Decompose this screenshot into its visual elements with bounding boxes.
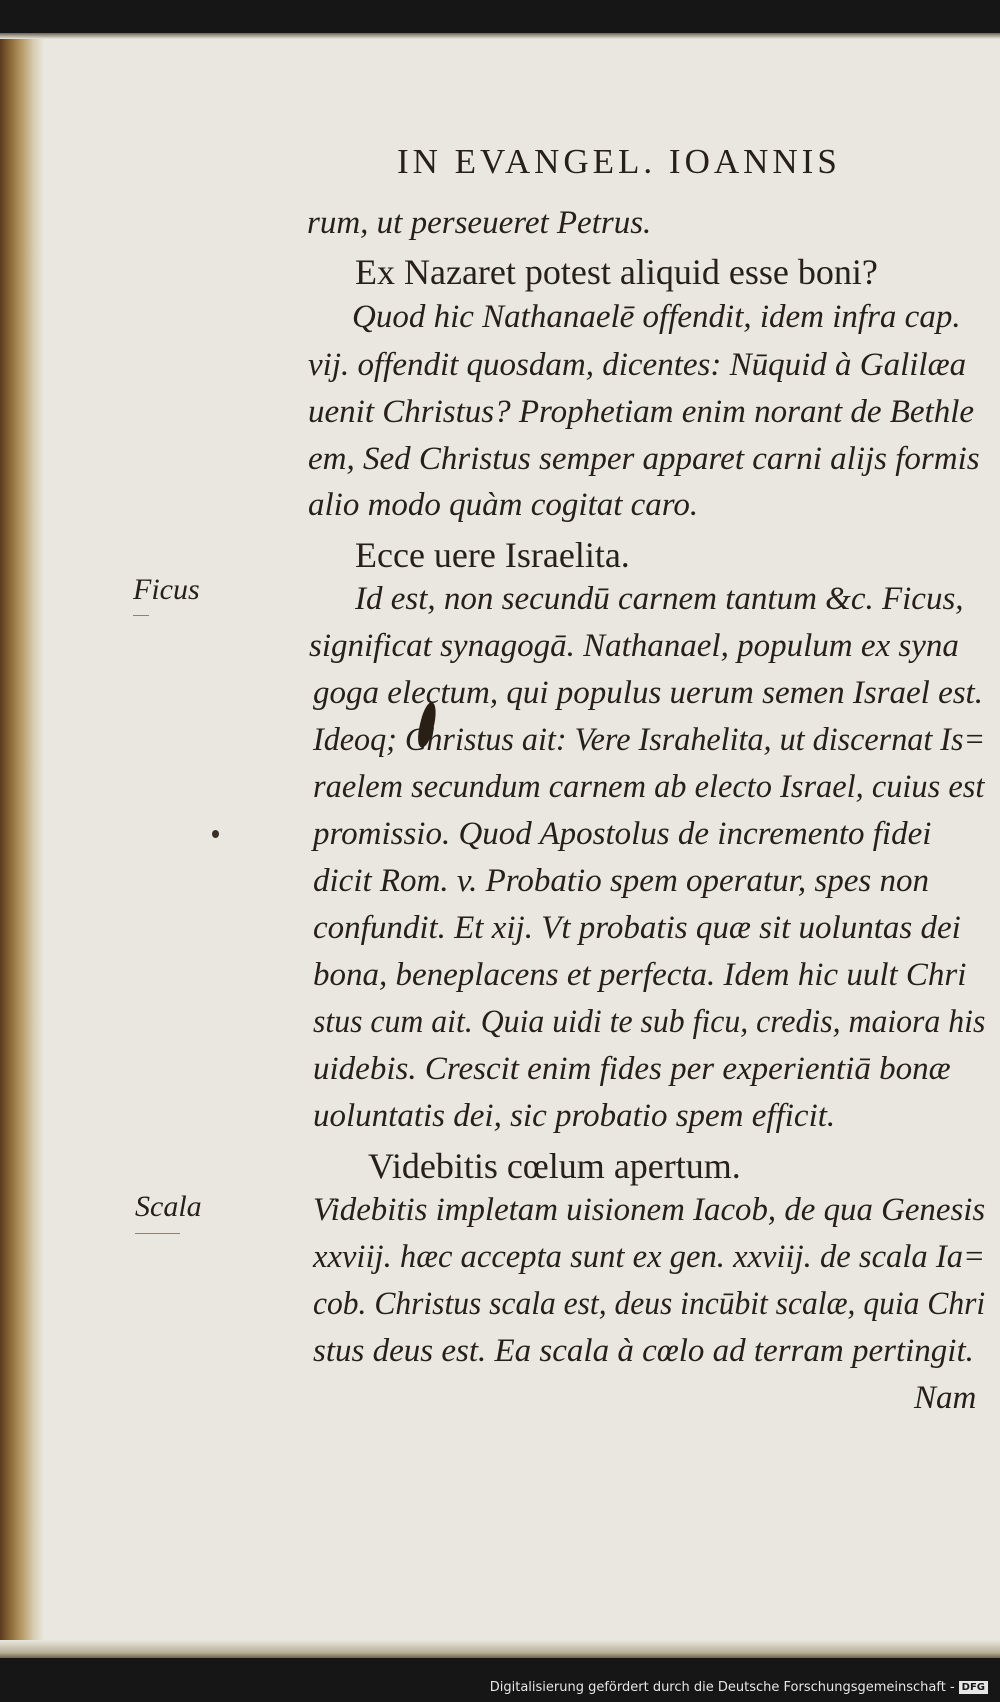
catchword: Nam	[914, 1380, 977, 1416]
digitization-credit	[490, 1680, 988, 1695]
lemma-heading: Ex Nazaret potest aliquid esse boni?	[355, 252, 878, 292]
lemma-heading: Videbitis cœlum apertum.	[368, 1146, 741, 1186]
running-title: IN EVANGEL. IOANNIS	[397, 142, 841, 181]
text-line: bona, beneplacens et perfecta. Idem hic uult Chri	[313, 957, 967, 993]
text-line: uenit Christus? Prophetiam enim norant de Bethle	[308, 394, 975, 430]
page-top-shadow	[0, 33, 1000, 39]
page-gutter-edge	[0, 33, 44, 1658]
text-line: Ideoq; Christus ait: Vere Israhelita, ut discernat Is=	[313, 722, 986, 758]
credit-text: Digitalisierung gefördert durch die Deutsche Forschungsgemeinschaft -	[489, 1680, 955, 1695]
text-line: xxviij. hæc accepta sunt ex gen. xxviij. de scala Ia=	[313, 1239, 986, 1275]
dfg-logo: DFG	[959, 1681, 988, 1694]
text-line: confundit. Et xij. Vt probatis quæ sit uoluntas dei	[313, 910, 961, 946]
text-line: rum, ut perseueret Petrus.	[307, 205, 652, 241]
text-line: uidebis. Crescit enim fides per experientiā bonæ	[313, 1051, 951, 1087]
text-line: promissio. Quod Apostolus de incremento fidei	[313, 816, 932, 852]
margin-rule	[133, 615, 149, 616]
text-line: Videbitis impletam uisionem Iacob, de qua Genesis	[313, 1192, 986, 1228]
text-line: Id est, non secundū carnem tantum &c. Ficus,	[355, 581, 964, 617]
text-line: dicit Rom. v. Probatio spem operatur, spes non	[313, 863, 929, 899]
text-line: uoluntatis dei, sic probatio spem efficit.	[313, 1098, 836, 1134]
margin-note-scala: Scala	[135, 1190, 202, 1223]
text-line: significat synagogā. Nathanael, populum ex syna	[309, 628, 959, 664]
text-line: cob. Christus scala est, deus incūbit scalæ, quia Chri	[313, 1286, 986, 1322]
margin-note-ficus: Ficus	[133, 573, 200, 606]
text-line: Quod hic Nathanaelē offendit, idem infra cap.	[352, 299, 961, 335]
text-line: alio modo quàm cogitat caro.	[308, 487, 699, 523]
page-bottom-shadow	[0, 1640, 1000, 1658]
text-line: stus cum ait. Quia uidi te sub ficu, credis, maiora his	[313, 1004, 986, 1040]
margin-rule	[135, 1233, 180, 1234]
text-line: stus deus est. Ea scala à cœlo ad terram pertingit.	[313, 1333, 974, 1369]
text-line: goga electum, qui populus uerum semen Israel est.	[313, 675, 983, 711]
lemma-heading: Ecce uere Israelita.	[355, 535, 630, 575]
text-line: em, Sed Christus semper apparet carni alijs formis	[308, 441, 980, 477]
text-line: vij. offendit quosdam, dicentes: Nūquid à Galilæa	[308, 347, 967, 383]
margin-dot	[212, 830, 219, 838]
text-line: raelem secundum carnem ab electo Israel, cuius est	[313, 769, 985, 805]
